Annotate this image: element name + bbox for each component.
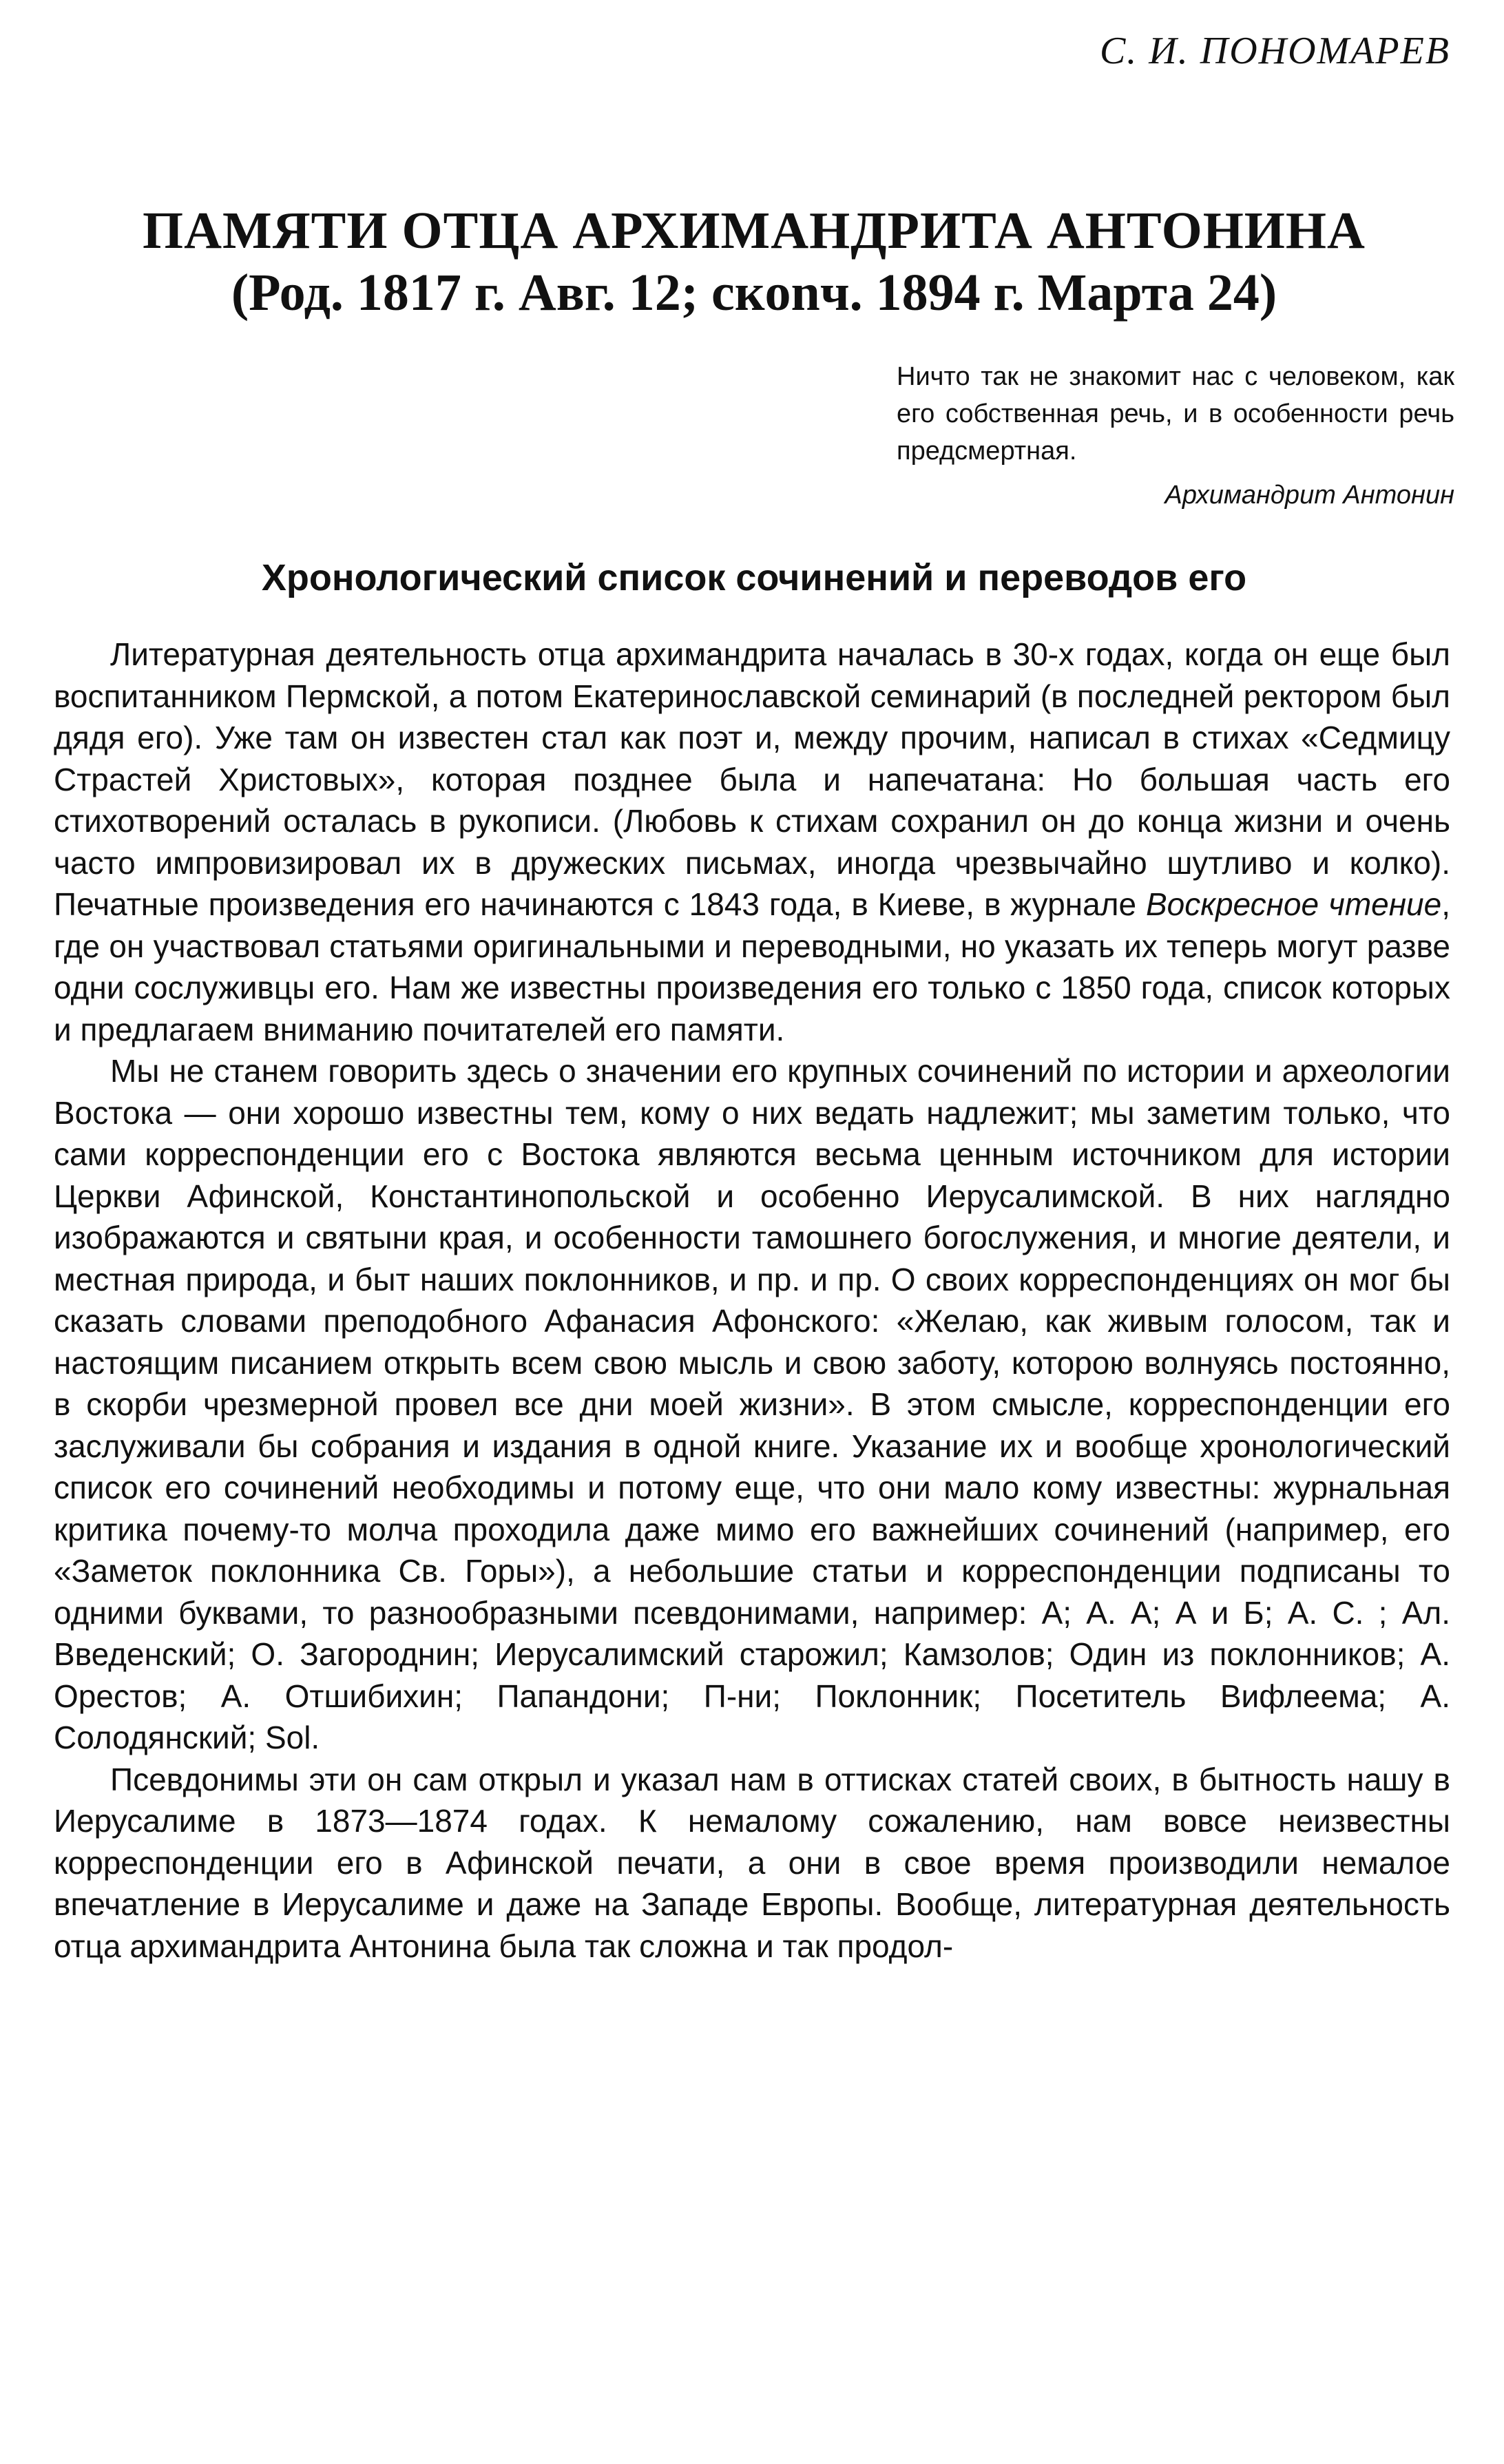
- section-heading: Хронологический список сочинений и переводов его: [261, 557, 1247, 598]
- paragraph-1-text-b: , где он участвовал статьями оригинальными и переводными, но указать их теперь могут разве одни сослуживцы его. Нам же известны произведения его только с 1850 года, список которых и предлагаем вниманию почитателей его памяти.: [54, 886, 1450, 1047]
- article-body: [54, 634, 1450, 1967]
- title-line-2: (Род. 1817 г. Авг. 12; скonч. 1894 г. Марта 24): [231, 264, 1277, 322]
- epigraph-quote: Ничто так не знакомит нас с человеком, как его собственная речь, и в особенности речь предсмертная.: [897, 362, 1454, 466]
- journal-title-italic: Воскресное чтение: [1145, 886, 1442, 922]
- epigraph-attribution: Архимандрит Антонин: [1164, 481, 1454, 510]
- running-header-author: С. И. ПОНОМАРЕВ: [1099, 30, 1450, 72]
- paragraph-1: [54, 634, 1450, 1050]
- article-title: [55, 200, 1453, 324]
- paragraph-2: Мы не станем говорить здесь о значении его крупных сочинений по истории и археологии Востока — они хорошо известны тем, кому о них ведать надлежит; мы заметим только, что сами корреспонденции его с Востока являются весьма ценным источником для истории Церкви Афинской, Константинопольской и особенно Иерусалимской. В них наглядно изображаются и святыни края, и особенности тамошнего богослужения, и многие деятели, и местная природа, и быт наших поклонников, и пр. и пр. О своих корреспонденциях он мог бы сказать словами преподобного Афанасия Афонского: «Желаю, как живым голосом, так и настоящим писанием открыть всем свою мысль и свою заботу, которою волнуясь постоянно, в скорби чрезмерной провел все дни моей жизни». В этом смысле, корреспонденции его заслуживали бы собрания и издания в одной книге. Указание их и вообще хронологический список его сочинений необходимы и потому еще, что они мало кому известны: журнальная критика почему-то молча проходила даже мимо его важнейших сочинений (например, его «Заметок поклонника Св. Горы»), а небольшие статьи и корреспонденции подписаны то одними буквами, то разнообразными псевдонимами, например: А; А. А; А и Б; А. С. ; Ал. Введенский; О. Загороднин; Иерусалимский старожил; Камзолов; Один из поклонников; А. Орестов; А. Отшибихин; Папандони; П-ни; Поклонник; Посетитель Вифлеема; А. Солодянский; Sol.: [54, 1053, 1450, 1755]
- paragraph-1-text-a: Литературная деятельность отца архимандрита началась в 30-х годах, когда он еще был воспитанником Пермской, а потом Екатеринославской семинарий (в последней ректором был дядя его). Уже там он известен стал как поэт и, между прочим, написал в стихах «Седмицу Страстей Христовых», которая позднее была и напечатана: Но большая часть его стихотворений осталась в рукописи. (Любовь к стихам сохранил он до конца жизни и очень часто импровизировал их в дружеских письмах, иногда чрезвычайно шутливо и колко). Печатные произведения его начинаются с 1843 года, в Киеве, в журнале: [54, 636, 1450, 922]
- paragraph-3: Псевдонимы эти он сам открыл и указал нам в оттисках статей своих, в бытность нашу в Иерусалиме в 1873—1874 годах. К немалому сожалению, нам вовсе неизвестны корреспонденции его в Афинской печати, а они в свое время производили немалое впечатление в Иерусалиме и даже на Западе Европы. Вообще, литературная деятельность отца архимандрита Антонина была так сложна и так продол-: [54, 1761, 1450, 1964]
- title-line-1: ПАМЯТИ ОТЦА АРХИМАНДРИТА АНТОНИНА: [143, 202, 1366, 260]
